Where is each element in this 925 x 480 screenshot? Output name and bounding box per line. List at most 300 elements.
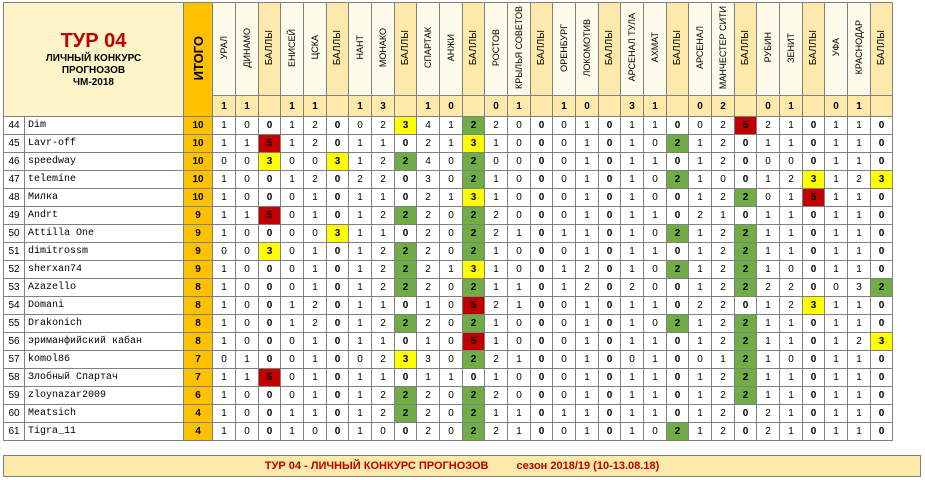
- pick-away: 0: [440, 207, 463, 225]
- rank-number: 54: [4, 297, 25, 315]
- pick-away: 1: [848, 387, 871, 405]
- pick-home: 1: [349, 225, 372, 243]
- match-away-header: [508, 3, 531, 96]
- pick-away: 1: [644, 387, 667, 405]
- pick-home: 0: [825, 279, 848, 297]
- pick-points: 0: [531, 423, 553, 441]
- pick-points: 2: [667, 261, 689, 279]
- points-label: БАЛЛЫ: [468, 29, 479, 66]
- pick-away: 2: [712, 117, 735, 135]
- rank-number: 51: [4, 243, 25, 261]
- pick-home: 0: [553, 117, 576, 135]
- pick-away: 2: [304, 117, 327, 135]
- pick-home: 0: [553, 207, 576, 225]
- pick-away: 2: [304, 171, 327, 189]
- pick-points: 0: [531, 369, 553, 387]
- match-away-header: [236, 3, 259, 96]
- pick-home: 1: [825, 135, 848, 153]
- table-row: [4, 189, 893, 207]
- pick-points: 0: [803, 315, 825, 333]
- away-team-name: КРАСНОДАР: [853, 20, 864, 75]
- match-home-header: [621, 3, 644, 96]
- itogo-header: [184, 3, 213, 117]
- pick-points: 0: [871, 117, 893, 135]
- table-row: [4, 333, 893, 351]
- pick-points: 0: [599, 423, 621, 441]
- points-header: [803, 3, 825, 96]
- player-total: 9: [184, 225, 213, 243]
- player-name: telemine: [25, 171, 184, 189]
- pick-home: 0: [281, 279, 304, 297]
- score-gap: [531, 96, 553, 117]
- pick-points: 0: [463, 369, 485, 387]
- pick-points: 0: [327, 207, 349, 225]
- pick-home: 2: [485, 351, 508, 369]
- score-home: 0: [757, 96, 780, 117]
- pick-points: 0: [803, 261, 825, 279]
- pick-home: 0: [281, 387, 304, 405]
- away-team-name: АХМАТ: [649, 32, 660, 63]
- pick-away: 0: [440, 351, 463, 369]
- pick-away: 2: [712, 315, 735, 333]
- score-gap: [463, 96, 485, 117]
- player-total: 10: [184, 171, 213, 189]
- pick-home: 1: [621, 369, 644, 387]
- pick-home: 1: [281, 405, 304, 423]
- pick-away: 1: [848, 207, 871, 225]
- pick-home: 0: [281, 243, 304, 261]
- pick-away: 2: [712, 153, 735, 171]
- pick-away: 2: [712, 387, 735, 405]
- home-team-name: ЕНИСЕЙ: [286, 28, 297, 67]
- pick-away: 1: [440, 135, 463, 153]
- pick-home: 1: [213, 315, 236, 333]
- pick-points: 0: [803, 369, 825, 387]
- score-home: 0: [485, 96, 508, 117]
- pick-home: 1: [757, 315, 780, 333]
- player-total: 9: [184, 243, 213, 261]
- pick-home: 1: [621, 333, 644, 351]
- pick-home: 1: [689, 261, 712, 279]
- pick-away: 0: [236, 333, 259, 351]
- match-away-header: [848, 3, 871, 96]
- match-home-header: [485, 3, 508, 96]
- player-total: 9: [184, 207, 213, 225]
- score-away: 2: [712, 96, 735, 117]
- pick-home: 4: [417, 153, 440, 171]
- pick-away: 1: [780, 243, 803, 261]
- pick-away: 2: [780, 279, 803, 297]
- pick-away: 2: [372, 279, 395, 297]
- pick-home: 1: [485, 189, 508, 207]
- pick-points: 0: [803, 333, 825, 351]
- pick-points: 2: [463, 405, 485, 423]
- pick-points: 0: [803, 279, 825, 297]
- pick-away: 1: [576, 351, 599, 369]
- pick-points: 0: [327, 351, 349, 369]
- pick-away: 2: [712, 225, 735, 243]
- pick-home: 1: [757, 333, 780, 351]
- points-label: БАЛЛЫ: [604, 29, 615, 66]
- pick-home: 1: [349, 261, 372, 279]
- pick-away: 1: [644, 117, 667, 135]
- pick-away: 3: [848, 279, 871, 297]
- pick-away: 0: [644, 135, 667, 153]
- pick-points: 2: [395, 405, 417, 423]
- away-team-name: АНЖИ: [445, 33, 456, 62]
- pick-home: 2: [757, 405, 780, 423]
- score-away: 1: [508, 96, 531, 117]
- pick-home: 4: [417, 117, 440, 135]
- pick-away: 1: [780, 207, 803, 225]
- table-row: [4, 153, 893, 171]
- rank-number: 49: [4, 207, 25, 225]
- table-row: [4, 297, 893, 315]
- home-team-name: СПАРТАК: [422, 26, 433, 68]
- pick-points: 2: [871, 279, 893, 297]
- pick-home: 1: [825, 153, 848, 171]
- pick-home: 1: [485, 171, 508, 189]
- pick-points: 0: [531, 387, 553, 405]
- pick-home: 2: [349, 171, 372, 189]
- pick-points: 0: [735, 153, 757, 171]
- pick-points: 3: [259, 243, 281, 261]
- player-name: speedway: [25, 153, 184, 171]
- pick-home: 1: [485, 135, 508, 153]
- pick-home: 1: [349, 423, 372, 441]
- player-name: komol86: [25, 351, 184, 369]
- pick-away: 0: [508, 387, 531, 405]
- pick-away: 1: [644, 297, 667, 315]
- match-away-header: [644, 3, 667, 96]
- table-row: [4, 225, 893, 243]
- pick-home: 0: [281, 207, 304, 225]
- pick-home: 1: [485, 315, 508, 333]
- pick-points: 0: [327, 117, 349, 135]
- points-header: [735, 3, 757, 96]
- pick-home: 1: [825, 171, 848, 189]
- points-label: БАЛЛЫ: [264, 29, 275, 66]
- pick-points: 0: [531, 261, 553, 279]
- pick-home: 1: [757, 225, 780, 243]
- pick-points: 0: [871, 405, 893, 423]
- score-gap: [803, 96, 825, 117]
- score-away: 3: [372, 96, 395, 117]
- pick-away: 1: [372, 369, 395, 387]
- pick-home: 1: [213, 225, 236, 243]
- pick-away: 2: [372, 243, 395, 261]
- pick-points: 0: [599, 261, 621, 279]
- pick-points: 0: [599, 225, 621, 243]
- pick-away: 1: [576, 387, 599, 405]
- pick-away: 1: [304, 387, 327, 405]
- pick-points: 3: [395, 117, 417, 135]
- home-team-name: РОСТОВ: [490, 28, 501, 67]
- pick-away: 2: [712, 405, 735, 423]
- pick-points: 2: [735, 351, 757, 369]
- pick-points: 0: [531, 297, 553, 315]
- pick-home: 1: [553, 261, 576, 279]
- pick-points: 2: [735, 225, 757, 243]
- pick-home: 1: [213, 189, 236, 207]
- pick-away: 1: [644, 207, 667, 225]
- pick-away: 0: [508, 333, 531, 351]
- title-block: [4, 3, 184, 117]
- pick-away: 1: [780, 333, 803, 351]
- pick-points: 3: [259, 153, 281, 171]
- pick-home: 2: [689, 297, 712, 315]
- pick-points: 0: [871, 297, 893, 315]
- pick-home: 1: [689, 189, 712, 207]
- player-name: Lavr-off: [25, 135, 184, 153]
- pick-away: 1: [644, 369, 667, 387]
- pick-points: 0: [327, 135, 349, 153]
- pick-points: 3: [327, 153, 349, 171]
- match-home-header: [213, 3, 236, 96]
- player-name: эриманфийский кабан: [25, 333, 184, 351]
- pick-points: 0: [259, 315, 281, 333]
- pick-away: 1: [372, 189, 395, 207]
- pick-home: 2: [417, 279, 440, 297]
- pick-home: 0: [553, 297, 576, 315]
- pick-home: 1: [213, 405, 236, 423]
- home-team-name: АРСЕНАЛ: [694, 25, 705, 69]
- player-total: 4: [184, 423, 213, 441]
- player-name: Tigra_11: [25, 423, 184, 441]
- pick-points: 0: [871, 351, 893, 369]
- player-name: Злобный Спартач: [25, 369, 184, 387]
- pick-home: 1: [757, 207, 780, 225]
- pick-away: 1: [848, 243, 871, 261]
- match-away-header: [440, 3, 463, 96]
- pick-home: 1: [213, 297, 236, 315]
- match-away-header: [576, 3, 599, 96]
- pick-home: 0: [553, 423, 576, 441]
- pick-home: 1: [757, 369, 780, 387]
- points-header: [871, 3, 893, 96]
- pick-away: 2: [372, 261, 395, 279]
- pick-home: 2: [417, 423, 440, 441]
- pick-home: 1: [825, 369, 848, 387]
- rank-number: 58: [4, 369, 25, 387]
- pick-away: 1: [644, 153, 667, 171]
- pick-points: 2: [463, 243, 485, 261]
- pick-home: 1: [349, 279, 372, 297]
- player-name: Attilla One: [25, 225, 184, 243]
- pick-away: 1: [236, 207, 259, 225]
- pick-home: 1: [825, 207, 848, 225]
- pick-points: 2: [463, 117, 485, 135]
- pick-away: 0: [440, 387, 463, 405]
- points-header: [259, 3, 281, 96]
- pick-home: 0: [553, 387, 576, 405]
- score-away: 1: [644, 96, 667, 117]
- pick-home: 2: [757, 279, 780, 297]
- pick-away: 1: [576, 423, 599, 441]
- points-label: БАЛЛЫ: [536, 29, 547, 66]
- player-total: 8: [184, 315, 213, 333]
- pick-points: 0: [599, 369, 621, 387]
- pick-away: 0: [372, 423, 395, 441]
- rank-number: 50: [4, 225, 25, 243]
- pick-away: 1: [712, 351, 735, 369]
- pick-points: 0: [395, 189, 417, 207]
- pick-home: 1: [281, 315, 304, 333]
- pick-home: 1: [825, 261, 848, 279]
- home-team-name: РУБИН: [762, 32, 773, 63]
- pick-home: 2: [485, 207, 508, 225]
- footer-title: ТУР 04 - ЛИЧНЫЙ КОНКУРС ПРОГНОЗОВ: [264, 460, 489, 472]
- pick-points: 0: [259, 261, 281, 279]
- player-total: 8: [184, 279, 213, 297]
- pick-away: 0: [780, 351, 803, 369]
- pick-away: 0: [644, 261, 667, 279]
- table-row: [4, 279, 893, 297]
- pick-points: 0: [531, 189, 553, 207]
- pick-home: 2: [417, 135, 440, 153]
- rank-number: 46: [4, 153, 25, 171]
- pick-points: 0: [395, 423, 417, 441]
- pick-home: 0: [349, 351, 372, 369]
- pick-home: 1: [349, 243, 372, 261]
- pick-points: 0: [735, 207, 757, 225]
- pick-points: 0: [531, 225, 553, 243]
- pick-points: 0: [803, 423, 825, 441]
- pick-away: 1: [508, 225, 531, 243]
- pick-away: 1: [372, 135, 395, 153]
- pick-points: 0: [327, 423, 349, 441]
- pick-away: 1: [644, 333, 667, 351]
- pick-points: 0: [259, 171, 281, 189]
- pick-home: 1: [213, 279, 236, 297]
- pick-away: 0: [236, 153, 259, 171]
- pick-points: 0: [599, 243, 621, 261]
- pick-home: 0: [553, 369, 576, 387]
- score-gap: [871, 96, 893, 117]
- pick-points: 0: [803, 225, 825, 243]
- pick-points: 2: [395, 315, 417, 333]
- pick-home: 1: [349, 387, 372, 405]
- pick-home: 1: [621, 405, 644, 423]
- pick-away: 0: [236, 387, 259, 405]
- pick-away: 0: [440, 423, 463, 441]
- pick-points: 0: [667, 333, 689, 351]
- pick-away: 2: [372, 117, 395, 135]
- title-line1: ЛИЧНЫЙ КОНКУРС: [45, 53, 142, 64]
- player-total: 10: [184, 117, 213, 135]
- pick-away: 1: [576, 369, 599, 387]
- pick-home: 1: [825, 315, 848, 333]
- pick-points: 5: [259, 207, 281, 225]
- pick-points: 2: [735, 243, 757, 261]
- pick-home: 1: [689, 423, 712, 441]
- pick-points: 0: [871, 135, 893, 153]
- pick-away: 1: [372, 225, 395, 243]
- pick-home: 1: [621, 171, 644, 189]
- pick-points: 0: [871, 315, 893, 333]
- match-away-header: [780, 3, 803, 96]
- pick-home: 0: [281, 153, 304, 171]
- pick-points: 2: [463, 351, 485, 369]
- pick-away: 0: [440, 279, 463, 297]
- table-row: [4, 117, 893, 135]
- pick-home: 1: [621, 261, 644, 279]
- player-name: sherxan74: [25, 261, 184, 279]
- pick-away: 1: [576, 225, 599, 243]
- pick-points: 0: [599, 297, 621, 315]
- pick-away: 0: [440, 243, 463, 261]
- table-row: [4, 243, 893, 261]
- player-name: Милка: [25, 189, 184, 207]
- score-away: 1: [304, 96, 327, 117]
- pick-away: 0: [508, 243, 531, 261]
- pick-away: 1: [236, 351, 259, 369]
- pick-home: 1: [281, 297, 304, 315]
- pick-away: 2: [712, 423, 735, 441]
- pick-home: 0: [349, 117, 372, 135]
- pick-points: 0: [327, 369, 349, 387]
- pick-home: 1: [825, 189, 848, 207]
- pick-home: 3: [417, 171, 440, 189]
- home-team-name: НАНТ: [354, 35, 365, 60]
- pick-away: 1: [304, 351, 327, 369]
- pick-away: 0: [304, 423, 327, 441]
- pick-away: 2: [372, 171, 395, 189]
- pick-points: 2: [735, 189, 757, 207]
- pick-home: 1: [689, 387, 712, 405]
- match-home-header: [417, 3, 440, 96]
- pick-away: 2: [372, 387, 395, 405]
- title-line3: ЧМ-2018: [73, 77, 114, 88]
- pick-away: 2: [780, 171, 803, 189]
- pick-points: 0: [531, 135, 553, 153]
- pick-away: 2: [712, 189, 735, 207]
- pick-points: 0: [735, 423, 757, 441]
- points-label: БАЛЛЫ: [332, 29, 343, 66]
- pick-points: 0: [871, 369, 893, 387]
- pick-away: 1: [576, 189, 599, 207]
- pick-away: 1: [440, 261, 463, 279]
- pick-points: 0: [395, 333, 417, 351]
- pick-home: 1: [757, 261, 780, 279]
- pick-points: 0: [803, 405, 825, 423]
- pick-points: 0: [531, 171, 553, 189]
- pick-away: 1: [848, 117, 871, 135]
- pick-away: 1: [304, 369, 327, 387]
- footer-bar: [3, 455, 921, 477]
- pick-points: 0: [803, 351, 825, 369]
- pick-points: 0: [327, 171, 349, 189]
- table-row: [4, 207, 893, 225]
- pick-away: 0: [780, 261, 803, 279]
- pick-points: 0: [871, 207, 893, 225]
- pick-away: 0: [644, 279, 667, 297]
- pick-home: 1: [349, 297, 372, 315]
- pick-home: 1: [621, 135, 644, 153]
- pick-home: 1: [825, 297, 848, 315]
- pick-points: 0: [395, 171, 417, 189]
- pick-away: 0: [236, 423, 259, 441]
- itogo-label: ИТОГО: [190, 35, 206, 81]
- points-header: [463, 3, 485, 96]
- pick-points: 2: [463, 279, 485, 297]
- pick-points: 2: [463, 423, 485, 441]
- pick-away: 1: [508, 351, 531, 369]
- pick-points: 0: [395, 135, 417, 153]
- pick-home: 1: [281, 423, 304, 441]
- pick-points: 0: [395, 297, 417, 315]
- pick-points: 5: [463, 333, 485, 351]
